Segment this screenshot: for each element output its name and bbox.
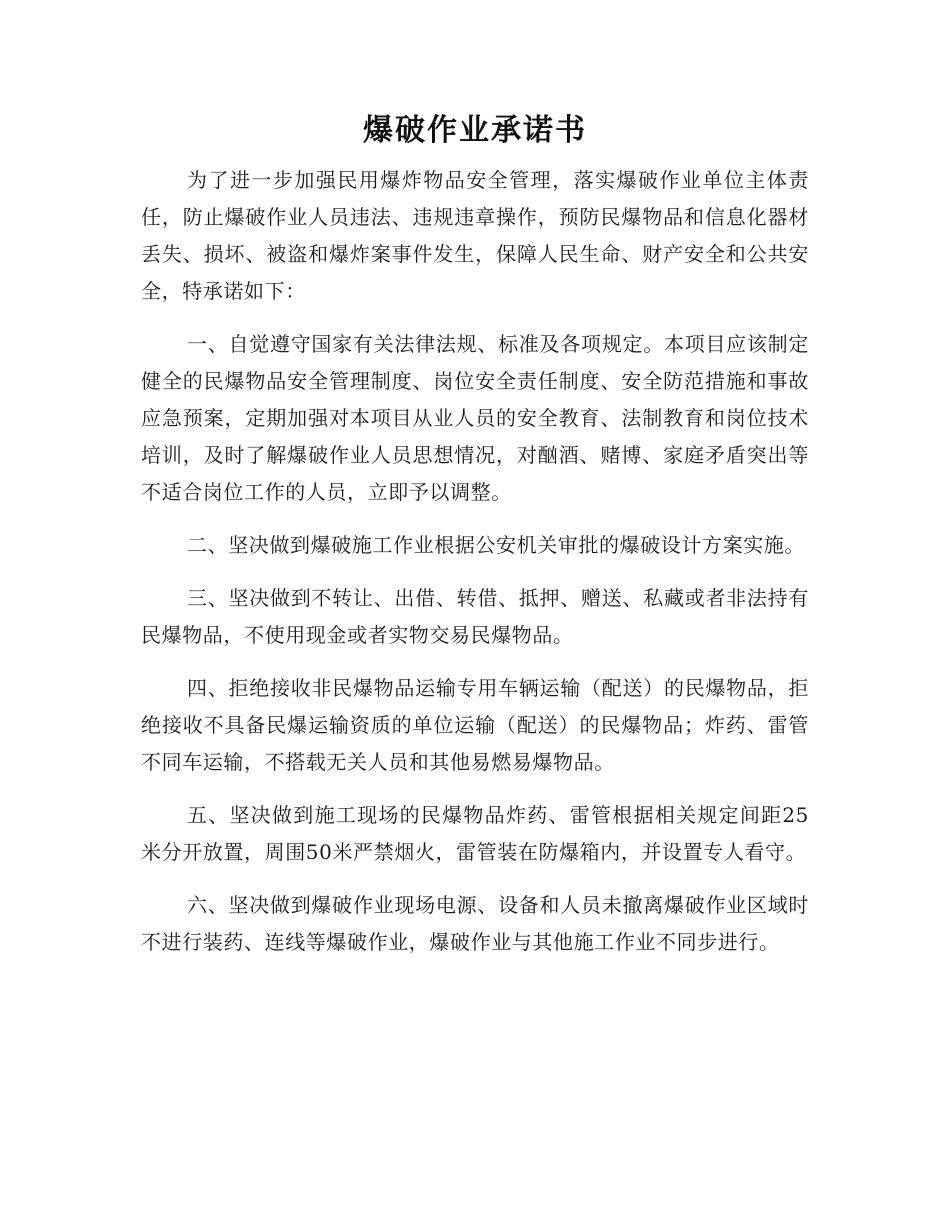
paragraph-item-6: 六、坚决做到爆破作业现场电源、设备和人员未撤离爆破作业区域时不进行装药、连线等爆破作业，爆破作业与其他施工作业不同步进行。: [141, 893, 809, 954]
paragraph-item-4: 四、拒绝接收非民爆物品运输专用车辆运输（配送）的民爆物品，拒绝接收不具备民爆运输资质的单位运输（配送）的民爆物品；炸药、雷管不同车运输，不搭载无关人员和其他易燃易爆物品。: [141, 676, 809, 774]
paragraph-item-3: 三、坚决做到不转让、出借、转借、抵押、赠送、私藏或者非法持有民爆物品，不使用现金或者实物交易民爆物品。: [141, 586, 809, 647]
document-title: 爆破作业承诺书: [363, 113, 587, 148]
paragraph-item-5: 五、坚决做到施工现场的民爆物品炸药、雷管根据相关规定间距25米分开放置，周围50米严禁烟火，雷管装在防爆箱内，并设置专人看守。: [141, 803, 809, 864]
paragraph-item-2: 二、坚决做到爆破施工作业根据公安机关审批的爆破设计方案实施。: [187, 533, 805, 557]
document-body: [141, 162, 809, 977]
paragraph-item-1: 一、自觉遵守国家有关法律法规、标准及各项规定。本项目应该制定健全的民爆物品安全管理制度、岗位安全责任制度、安全防范措施和事故应急预案，定期加强对本项目从业人员的安全教育、法制教育和岗位技术培训，及时了解爆破作业人员思想情况，对酗酒、赌博、家庭矛盾突出等不适合岗位工作的人员，立即予以调整。: [141, 332, 809, 504]
paragraph-intro: 为了进一步加强民用爆炸物品安全管理，落实爆破作业单位主体责任，防止爆破作业人员违法、违规违章操作，预防民爆物品和信息化器材丢失、损坏、被盗和爆炸案事件发生，保障人民生命、财产安全和公共安全，特承诺如下：: [141, 168, 809, 303]
